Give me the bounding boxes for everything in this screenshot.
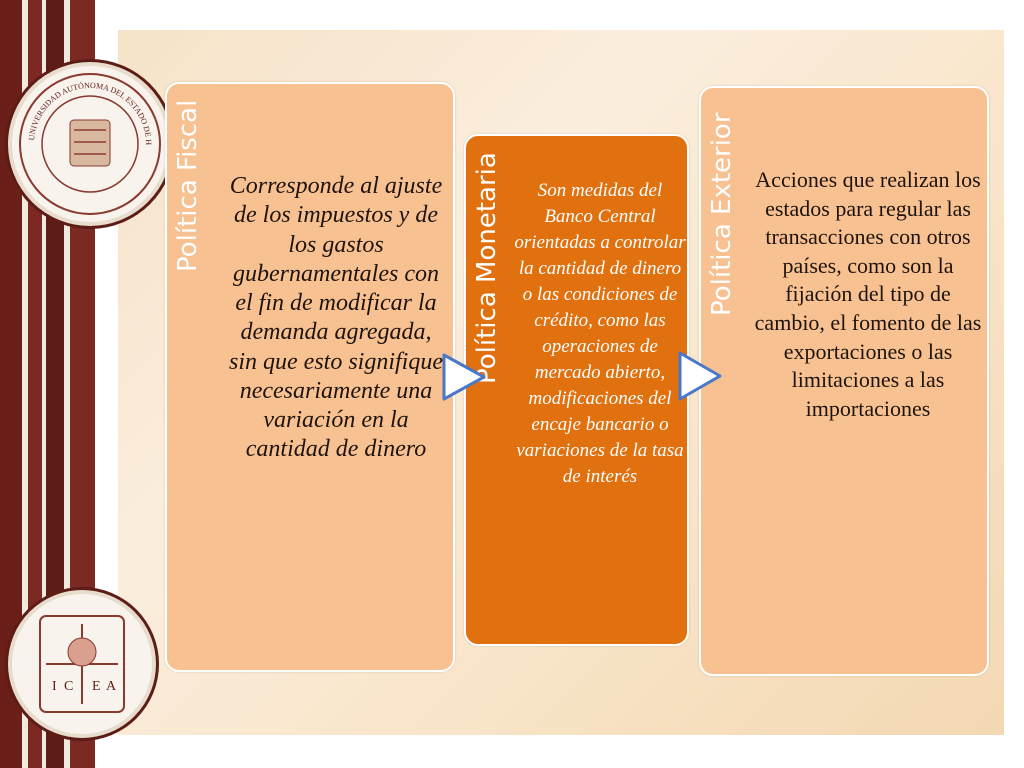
svg-text:A: A: [106, 679, 117, 694]
svg-text:E: E: [92, 679, 101, 694]
card-politica-monetaria: [464, 134, 689, 646]
arrow-right-icon: [676, 350, 724, 402]
svg-text:C: C: [64, 679, 74, 694]
icea-seal-logo: [8, 590, 156, 738]
card-body: Corresponde al ajuste de los impuestos y de los gastos gubernamentales con el fin de modificar la demanda agregada, sin que esto signifique necesariamente una variación en la cantidad de dinero: [229, 173, 443, 463]
card-title: Política Monetaria: [472, 152, 502, 384]
card-politica-fiscal: [165, 82, 455, 672]
svg-text:UNIVERSIDAD AUTÓNOMA DEL ESTAD: UNIVERSIDAD AUTÓNOMA DEL ESTADO DE H: [27, 80, 154, 146]
card-body: Acciones que realizan los estados para regular las transacciones con otros países, como son la fijación del tipo de cambio, el fomento de las exportaciones o las limitaciones a las importaciones: [754, 167, 982, 421]
card-body: Son medidas del Banco Central orientadas a controlar la cantidad de dinero o las condiciones de crédito, como las operaciones de mercado abierto, modificaciones del encaje bancario o variaciones de la tasa de interés: [514, 180, 686, 488]
university-seal-logo: [8, 62, 172, 226]
arrow-right-icon: [440, 352, 488, 402]
svg-text:I: I: [52, 679, 57, 694]
card-title: Política Fiscal: [173, 99, 203, 272]
card-title: Política Exterior: [707, 112, 737, 316]
card-politica-exterior: [699, 86, 989, 676]
